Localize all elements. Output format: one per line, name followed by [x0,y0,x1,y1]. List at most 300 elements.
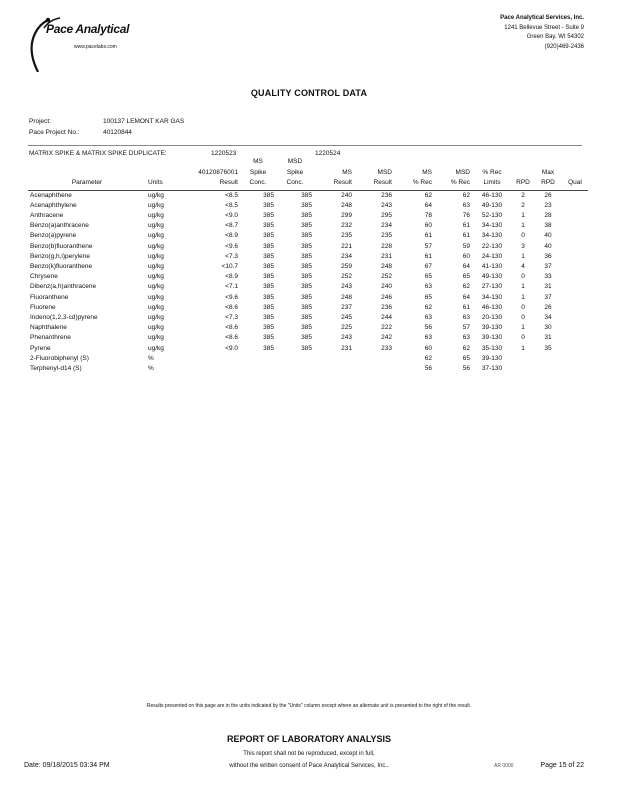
cell-limits: 41-130 [481,262,503,270]
cell-msd-spike: 385 [301,191,312,199]
cell-parameter: Pyrene [30,344,51,352]
cell-msd-spike [276,354,314,364]
cell-result: <9.6 [225,242,238,250]
cell-result: <7.3 [225,313,238,321]
cell-ms-rec: 62 [424,303,432,311]
cell-msd-rec: 62 [462,191,470,199]
cell-parameter: Terphenyl-d14 (S) [30,364,82,372]
cell-ms-spike [240,364,276,374]
cell-ms-result: 234 [341,252,352,260]
table-row [28,333,588,343]
cell-rpd: 4 [521,262,525,270]
cell-ms-result: 221 [341,242,352,250]
cell-ms-result [314,364,354,374]
cell-msd-result: 228 [381,242,392,250]
page-number: Page 15 of 22 [540,762,584,769]
cell-parameter: Benzo(g,h,i)perylene [30,252,90,260]
cell-parameter: Indeno(1,2,3-cd)pyrene [30,313,98,321]
pace-project-value: 40120844 [103,129,132,136]
cell-units: ug/kg [148,242,164,250]
cell-msd-result: 231 [381,252,392,260]
cell-units: ug/kg [148,334,164,342]
cell-msd-result: 244 [381,313,392,321]
cell-rpd [512,354,534,364]
cell-rpd: 1 [521,283,525,291]
cell-ms-rec: 61 [424,252,432,260]
table-row [28,190,588,201]
col-ms-result-l1: MS [342,168,352,176]
table-row [28,303,588,313]
cell-max-rpd: 35 [544,344,552,352]
cell-parameter: Benzo(b)fluoranthene [30,242,93,250]
cell-qual [562,211,588,221]
cell-result [180,354,240,364]
col-parameter: Parameter [28,179,146,190]
cell-msd-result: 243 [381,201,392,209]
cell-result: <8.9 [225,232,238,240]
company-phone: (920)469-2436 [544,43,584,50]
cell-msd-spike: 385 [301,334,312,342]
cell-msd-spike: 385 [301,273,312,281]
cell-msd-spike: 385 [301,283,312,291]
report-date: Date: 09/18/2015 03:34 PM [24,762,110,769]
cell-max-rpd: 30 [544,324,552,332]
col-qual: Qual [562,179,588,190]
cell-result: <9.0 [225,211,238,219]
cell-result: <8.5 [225,201,238,209]
cell-qual [562,201,588,211]
cell-msd-spike: 385 [301,222,312,230]
cell-units: ug/kg [148,191,164,199]
cell-msd-rec: 59 [462,242,470,250]
cell-msd-rec: 64 [462,293,470,301]
cell-msd-result: 295 [381,211,392,219]
cell-rpd: 0 [521,232,525,240]
cell-ms-spike: 385 [263,293,274,301]
cell-ms-rec: 67 [424,262,432,270]
cell-units: ug/kg [148,303,164,311]
report-initials: AR 0000 [494,763,514,769]
cell-qual [562,303,588,313]
qc-table [28,158,588,374]
table-row [28,293,588,303]
col-limits-l1: % Rec [482,168,502,176]
cell-ms-spike [240,354,276,364]
cell-qual [562,344,588,354]
cell-max-rpd: 33 [544,273,552,281]
company-name: Pace Analytical Services, Inc. [500,15,584,21]
cell-msd-result: 246 [381,293,392,301]
cell-limits: 24-130 [481,252,503,260]
cell-msd-rec: 63 [462,313,470,321]
cell-ms-result: 248 [341,201,352,209]
cell-ms-result: 245 [341,313,352,321]
cell-ms-rec: 56 [424,364,432,372]
cell-msd-spike: 385 [301,344,312,352]
cell-parameter: Benzo(k)fluoranthene [30,262,93,270]
cell-ms-result: 299 [341,211,352,219]
col-ms-spike-l3: Conc. [240,179,276,190]
col-max-rpd-l2: RPD [534,179,562,190]
cell-msd-result [354,364,394,374]
cell-ms-rec: 63 [424,283,432,291]
cell-max-rpd: 26 [544,303,552,311]
cell-ms-rec: 61 [424,232,432,240]
cell-max-rpd: 26 [544,191,552,199]
cell-rpd: 0 [521,334,525,342]
cell-max-rpd: 31 [544,283,552,291]
col-msd-result-l2: Result [354,179,394,190]
cell-result: <8.5 [225,191,238,199]
table-row [28,313,588,323]
cell-msd-spike: 385 [301,313,312,321]
cell-result: <9.0 [225,344,238,352]
cell-ms-spike: 385 [263,283,274,291]
col-limits-l2: Limits [472,179,512,190]
cell-msd-spike: 385 [301,211,312,219]
cell-parameter: Chrysene [30,273,58,281]
cell-parameter: Acenaphthylene [30,201,77,209]
table-row [28,354,588,364]
cell-rpd: 1 [521,324,525,332]
cell-ms-rec: 60 [424,344,432,352]
cell-ms-rec: 62 [424,354,432,362]
cell-ms-spike: 385 [263,201,274,209]
cell-ms-result: 235 [341,232,352,240]
cell-result: <8.6 [225,303,238,311]
company-address-line1: 1241 Bellevue Street - Suite 9 [504,24,584,31]
table-row [28,221,588,231]
cell-limits: 46-130 [481,191,503,199]
cell-parameter: 2-Fluorobiphenyl (S) [30,354,89,362]
cell-msd-result: 222 [381,324,392,332]
table-row [28,231,588,241]
cell-qual [562,323,588,333]
cell-msd-rec: 62 [462,283,470,291]
cell-ms-spike: 385 [263,191,274,199]
col-msd-rec-l2: % Rec [434,179,472,190]
pace-project-label: Pace Project No.: [29,129,80,136]
cell-msd-rec: 62 [462,344,470,352]
cell-qual [562,364,588,374]
cell-units: ug/kg [148,313,164,321]
cell-qual [562,354,588,364]
cell-msd-result: 236 [381,191,392,199]
report-title: REPORT OF LABORATORY ANALYSIS [226,734,392,744]
table-row [28,262,588,272]
col-rpd: RPD [512,179,534,190]
cell-msd-result [354,354,394,364]
cell-msd-rec: 61 [462,222,470,230]
cell-qual [562,313,588,323]
cell-ms-result [314,354,354,364]
cell-units: % [148,364,154,372]
cell-max-rpd: 28 [544,211,552,219]
table-row [28,272,588,282]
cell-qual [562,242,588,252]
cell-msd-rec: 57 [462,324,470,332]
cell-parameter: Benzo(a)pyrene [30,232,77,240]
cell-qual [562,221,588,231]
col-ms-rec-l2: % Rec [394,179,434,190]
cell-msd-spike: 385 [301,252,312,260]
cell-parameter: Acenaphthene [30,191,72,199]
cell-msd-spike: 385 [301,324,312,332]
cell-rpd: 2 [521,191,525,199]
cell-result: <8.9 [225,273,238,281]
cell-msd-rec: 61 [462,303,470,311]
cell-result: <10.7 [221,262,238,270]
cell-ms-spike: 385 [263,252,274,260]
cell-units: ug/kg [148,293,164,301]
cell-limits: 35-130 [481,344,503,352]
cell-ms-spike: 385 [263,313,274,321]
cell-qual [562,282,588,292]
table-row [28,252,588,262]
cell-max-rpd [534,364,562,374]
cell-ms-result: 240 [341,191,352,199]
cell-msd-result: 233 [381,344,392,352]
cell-units: ug/kg [148,324,164,332]
cell-msd-result: 234 [381,222,392,230]
cell-limits: 49-130 [481,201,503,209]
cell-msd-spike: 385 [301,242,312,250]
cell-ms-rec: 64 [424,201,432,209]
cell-qual [562,293,588,303]
cell-rpd: 3 [521,242,525,250]
cell-limits: 34-130 [481,232,503,240]
cell-max-rpd: 36 [544,252,552,260]
col-ms-spike-l2: Spike [249,168,267,176]
col-ms-result-l2: Result [314,179,354,190]
col-msd-spike-l2: Spike [286,168,304,176]
cell-ms-result: 237 [341,303,352,311]
cell-rpd: 1 [521,252,525,260]
table-row [28,211,588,221]
cell-ms-spike: 385 [263,242,274,250]
cell-rpd: 1 [521,344,525,352]
cell-limits: 27-130 [481,283,503,291]
cell-ms-spike: 385 [263,334,274,342]
msd-label: MATRIX SPIKE & MATRIX SPIKE DUPLICATE: [29,150,167,157]
cell-max-rpd: 37 [544,293,552,301]
cell-limits: 20-130 [481,313,503,321]
company-address-block [500,14,584,52]
cell-limits: 22-130 [481,242,503,250]
cell-limits: 39-130 [481,324,503,332]
cell-ms-rec: 65 [424,273,432,281]
cell-msd-rec: 65 [462,354,470,362]
cell-msd-spike: 385 [301,201,312,209]
col-msd-spike-l1: MSD [287,158,303,165]
cell-max-rpd: 40 [544,232,552,240]
col-result-l1: 40120876001 [198,168,238,176]
table-row [28,344,588,354]
cell-ms-spike: 385 [263,273,274,281]
cell-msd-spike: 385 [301,232,312,240]
cell-ms-rec: 60 [424,222,432,230]
cell-ms-rec: 63 [424,334,432,342]
table-row [28,364,588,374]
cell-max-rpd: 23 [544,201,552,209]
cell-qual [562,333,588,343]
cell-parameter: Anthracene [30,211,64,219]
cell-ms-spike: 385 [263,344,274,352]
col-msd-spike-l3: Conc. [276,179,314,190]
cell-units: ug/kg [148,201,164,209]
cell-qual [562,190,588,201]
table-row [28,242,588,252]
cell-rpd: 0 [521,313,525,321]
copyright-line1: This report shall not be reproduced, except in full, [243,751,375,757]
cell-ms-rec: 65 [424,293,432,301]
cell-max-rpd [534,354,562,364]
msd-id-2: 1220524 [315,150,341,157]
cell-result [180,364,240,374]
cell-ms-spike: 385 [263,324,274,332]
cell-max-rpd: 34 [544,313,552,321]
cell-limits: 34-130 [481,222,503,230]
cell-units: ug/kg [148,232,164,240]
logo-text: Pace Analytical [46,22,130,36]
cell-rpd: 1 [521,211,525,219]
cell-result: <8.6 [225,324,238,332]
cell-msd-spike: 385 [301,293,312,301]
cell-msd-result: 236 [381,303,392,311]
cell-msd-result: 248 [381,262,392,270]
cell-msd-spike [276,364,314,374]
cell-limits: 37-130 [481,364,503,372]
cell-msd-result: 240 [381,283,392,291]
cell-ms-spike: 385 [263,303,274,311]
col-units: Units [146,179,180,190]
cell-ms-rec: 57 [424,242,432,250]
cell-parameter: Phenanthrene [30,334,71,342]
cell-ms-rec: 62 [424,191,432,199]
cell-rpd [512,364,534,374]
col-msd-result-l1: MSD [377,168,392,176]
page-title: QUALITY CONTROL DATA [250,88,368,98]
cell-msd-rec: 76 [462,211,470,219]
table-row [28,282,588,292]
cell-ms-result: 243 [341,334,352,342]
cell-result: <7.1 [225,283,238,291]
cell-units: ug/kg [148,222,164,230]
units-note: Results presented on this page are in the units indicated by the "Units" column except where an alternate unit is presented to the right of the result. [146,703,472,709]
cell-ms-spike: 385 [263,232,274,240]
cell-result: <8.7 [225,222,238,230]
cell-ms-rec: 78 [424,211,432,219]
copyright-line2: without the written consent of Pace Analytical Services, Inc.. [229,763,389,769]
cell-limits: 49-130 [481,273,503,281]
cell-qual [562,272,588,282]
cell-rpd: 1 [521,293,525,301]
cell-units: ug/kg [148,262,164,270]
project-info [29,116,184,138]
cell-ms-result: 252 [341,273,352,281]
cell-msd-rec: 63 [462,334,470,342]
cell-qual [562,252,588,262]
cell-ms-spike: 385 [263,222,274,230]
cell-qual [562,262,588,272]
cell-units: ug/kg [148,283,164,291]
divider [28,145,582,146]
cell-parameter: Fluoranthene [30,293,69,301]
cell-limits: 46-130 [481,303,503,311]
cell-units: ug/kg [148,344,164,352]
cell-rpd: 1 [521,222,525,230]
logo-url: www.pacelabs.com [74,44,117,50]
msd-id-1: 1220523 [211,150,237,157]
cell-result: <9.6 [225,293,238,301]
cell-msd-rec: 65 [462,273,470,281]
cell-ms-result: 259 [341,262,352,270]
cell-rpd: 2 [521,201,525,209]
cell-msd-result: 252 [381,273,392,281]
project-value: 100137 LEMONT KAR GAS [103,118,185,125]
col-max-rpd-l1: Max [541,168,555,176]
cell-ms-result: 243 [341,283,352,291]
cell-result: <7.3 [225,252,238,260]
col-result-l2: Result [180,179,240,190]
cell-rpd: 0 [521,303,525,311]
cell-parameter: Dibenz(a,h)anthracene [30,283,97,291]
cell-max-rpd: 37 [544,262,552,270]
company-address-line2: Green Bay, WI 54302 [526,34,584,40]
cell-units: ug/kg [148,252,164,260]
cell-limits: 34-130 [481,293,503,301]
cell-qual [562,231,588,241]
col-ms-spike-l1: MS [253,158,263,165]
cell-ms-result: 248 [341,293,352,301]
cell-ms-spike: 385 [263,211,274,219]
cell-ms-result: 225 [341,324,352,332]
cell-msd-rec: 60 [462,252,470,260]
cell-parameter: Fluorene [30,303,56,311]
cell-msd-rec: 64 [462,262,470,270]
cell-max-rpd: 31 [544,334,552,342]
cell-msd-rec: 56 [462,364,470,372]
project-label: Project: [29,118,52,125]
cell-units: % [148,354,154,362]
cell-ms-rec: 56 [424,324,432,332]
cell-parameter: Benzo(a)anthracene [30,222,89,230]
cell-rpd: 0 [521,273,525,281]
col-msd-rec-l1: MSD [455,168,470,176]
col-ms-rec-l1: MS [422,168,432,176]
cell-max-rpd: 38 [544,222,552,230]
cell-msd-rec: 63 [462,201,470,209]
cell-msd-result: 235 [381,232,392,240]
cell-msd-rec: 61 [462,232,470,240]
cell-parameter: Naphthalene [30,324,67,332]
cell-limits: 52-130 [481,211,503,219]
cell-msd-result: 242 [381,334,392,342]
table-row [28,201,588,211]
cell-limits: 39-130 [481,334,503,342]
cell-result: <8.6 [225,334,238,342]
cell-msd-spike: 385 [301,303,312,311]
cell-ms-spike: 385 [263,262,274,270]
table-row [28,323,588,333]
cell-limits: 39-130 [481,354,503,362]
qc-table-body [28,190,588,374]
cell-ms-result: 232 [341,222,352,230]
cell-max-rpd: 40 [544,242,552,250]
cell-units: ug/kg [148,211,164,219]
cell-ms-rec: 63 [424,313,432,321]
cell-ms-result: 231 [341,344,352,352]
